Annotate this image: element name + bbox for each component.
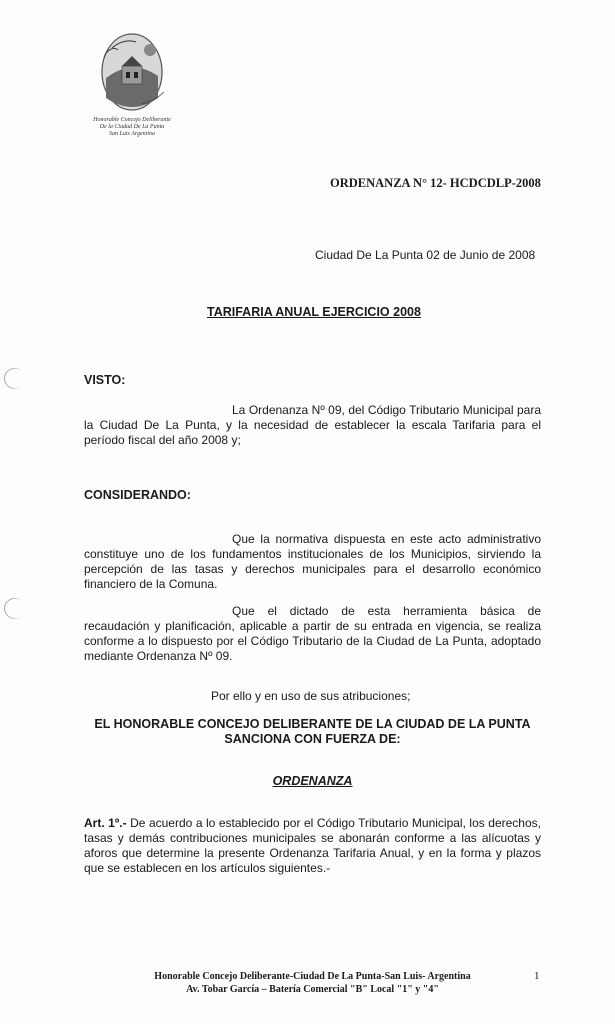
page-number: 1 [534, 970, 540, 982]
visto-paragraph [84, 403, 541, 448]
council-seal-logo [92, 28, 174, 116]
binder-hole-mark [0, 594, 29, 624]
page-footer [84, 970, 541, 996]
article-text: De acuerdo a lo establecido por el Código Tributario Municipal, los derechos, tasas y demás contribuciones municipales se abonarán conforme a las alícuotas y aforos que determine la presente Ordenanza Tarifaria Anual, y en la forma y plazos que se establecen en los artículos siguientes.- [84, 816, 541, 875]
footer-line: Av. Tobar García – Batería Comercial "B" Local "1" y "4" [186, 984, 439, 995]
ordenanza-heading: ORDENANZA [272, 774, 353, 788]
considerando-heading: CONSIDERANDO: [84, 488, 191, 502]
document-title: TARIFARIA ANUAL EJERCICIO 2008 [207, 305, 421, 319]
council-line: SANCIONA CON FUERZA DE: [224, 732, 401, 746]
council-sanction-heading [84, 717, 541, 747]
considerando-paragraph [84, 604, 541, 664]
article-paragraph [84, 816, 541, 876]
binder-hole-mark [0, 364, 29, 394]
considerando-paragraph [84, 532, 541, 592]
footer-line: Honorable Concejo Deliberante-Ciudad De La Punta-San Luis- Argentina [154, 971, 471, 982]
visto-text: La Ordenanza Nº 09, del Código Tributario Municipal para la Ciudad De La Punta, y la necesidad de establecer la escala Tarifaria para el período fiscal del año 2008 y; [84, 403, 541, 447]
ordenanza-number: ORDENANZA N° 12- HCDCDLP-2008 [330, 176, 541, 190]
date-line: Ciudad De La Punta 02 de Junio de 2008 [315, 248, 536, 262]
seal-text-line: San Luis Argentina [108, 131, 155, 137]
visto-heading: VISTO: [84, 373, 126, 387]
por-ello-line: Por ello y en uso de sus atribuciones; [211, 689, 411, 703]
seal-text-line: Honorable Concejo Deliberante [93, 117, 171, 123]
considerando-text-2: Que el dictado de esta herramienta básica de recaudación y planificación, aplicable a partir de su entrada en vigencia, se realiza conforme a lo dispuesto por el Código Tributario de la Ciudad de La Punta, adoptado mediante Ordenanza Nº 09. [84, 604, 541, 663]
considerando-text-1: Que la normativa dispuesta en este acto administrativo constituye uno de los fundamentos institucionales de los Municipios, sirviendo la percepción de las tasas y derechos municipales para el desarrollo económico financiero de la Comuna. [84, 532, 541, 591]
seal-text-line: De la Ciudad De La Punta [99, 124, 165, 130]
article-label: Art. 1º.- [84, 816, 127, 830]
council-line: EL HONORABLE CONCEJO DELIBERANTE DE LA CIUDAD DE LA PUNTA [94, 717, 531, 731]
